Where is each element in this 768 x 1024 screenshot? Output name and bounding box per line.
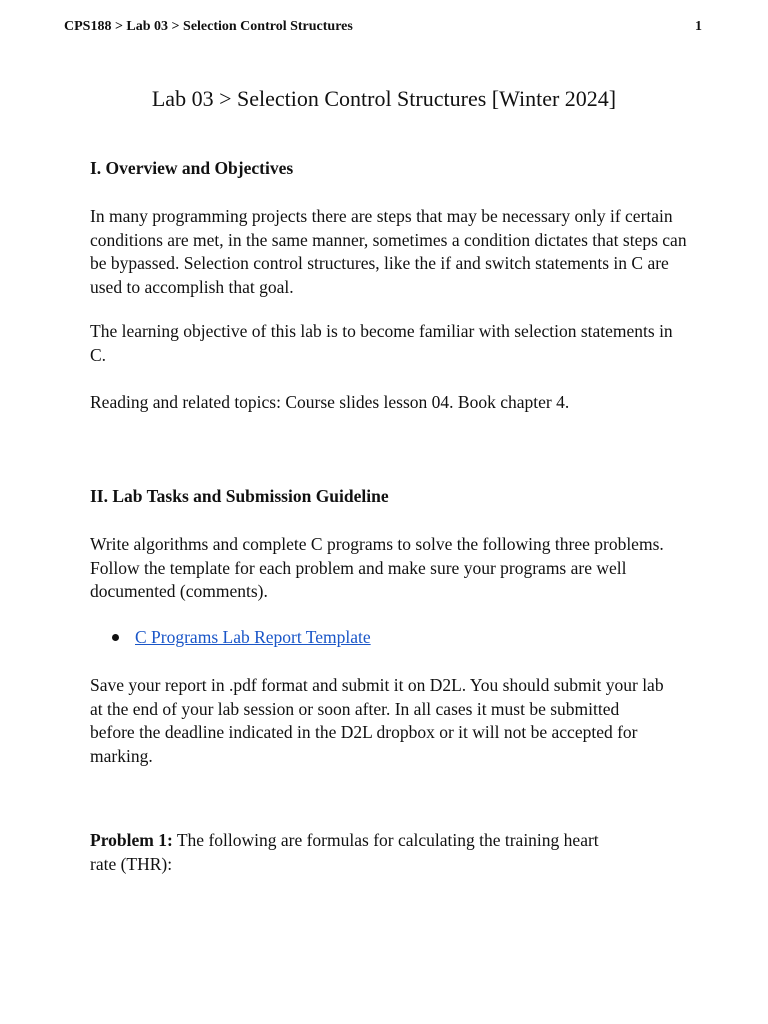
objective-paragraph: The learning objective of this lab is to become familiar with selection statements in C. [90,321,673,365]
reading-paragraph: Reading and related topics: Course slides lesson 04. Book chapter 4. [90,392,570,412]
submission-paragraph: Save your report in .pdf format and submit it on D2L. You should submit your lab at the end of your lab session or soon after. In all cases it must be submitted before the deadline indicated in the D2L dropbox or it will not be accepted for marking. [90,675,664,766]
bullet-icon [112,634,119,641]
section-heading-overview: I. Overview and Objectives [90,158,294,178]
problem1-paragraph [90,829,620,876]
tasks-paragraph: Write algorithms and complete C programs to solve the following three problems. Follow the template for each problem and make sure your programs are well documented (comments). [90,534,664,601]
problem1-label: Problem 1: [90,830,173,850]
breadcrumb: CPS188 > Lab 03 > Selection Control Structures [64,19,353,34]
template-list-item [112,627,371,648]
section-heading-tasks: II. Lab Tasks and Submission Guideline [90,486,389,506]
overview-paragraph: In many programming projects there are steps that may be necessary only if certain conditions are met, in the same manner, sometimes a condition dictates that steps can be bypassed. Selection control structures, like the if and switch statements in C are used to accomplish that goal. [90,206,687,297]
page-header [64,19,702,35]
page-number: 1 [695,19,702,34]
problem1-text: The following are formulas for calculating the training heart rate (THR): [90,830,599,874]
report-template-link[interactable]: C Programs Lab Report Template [135,627,371,647]
document-title: Lab 03 > Selection Control Structures [Winter 2024] [151,86,617,111]
